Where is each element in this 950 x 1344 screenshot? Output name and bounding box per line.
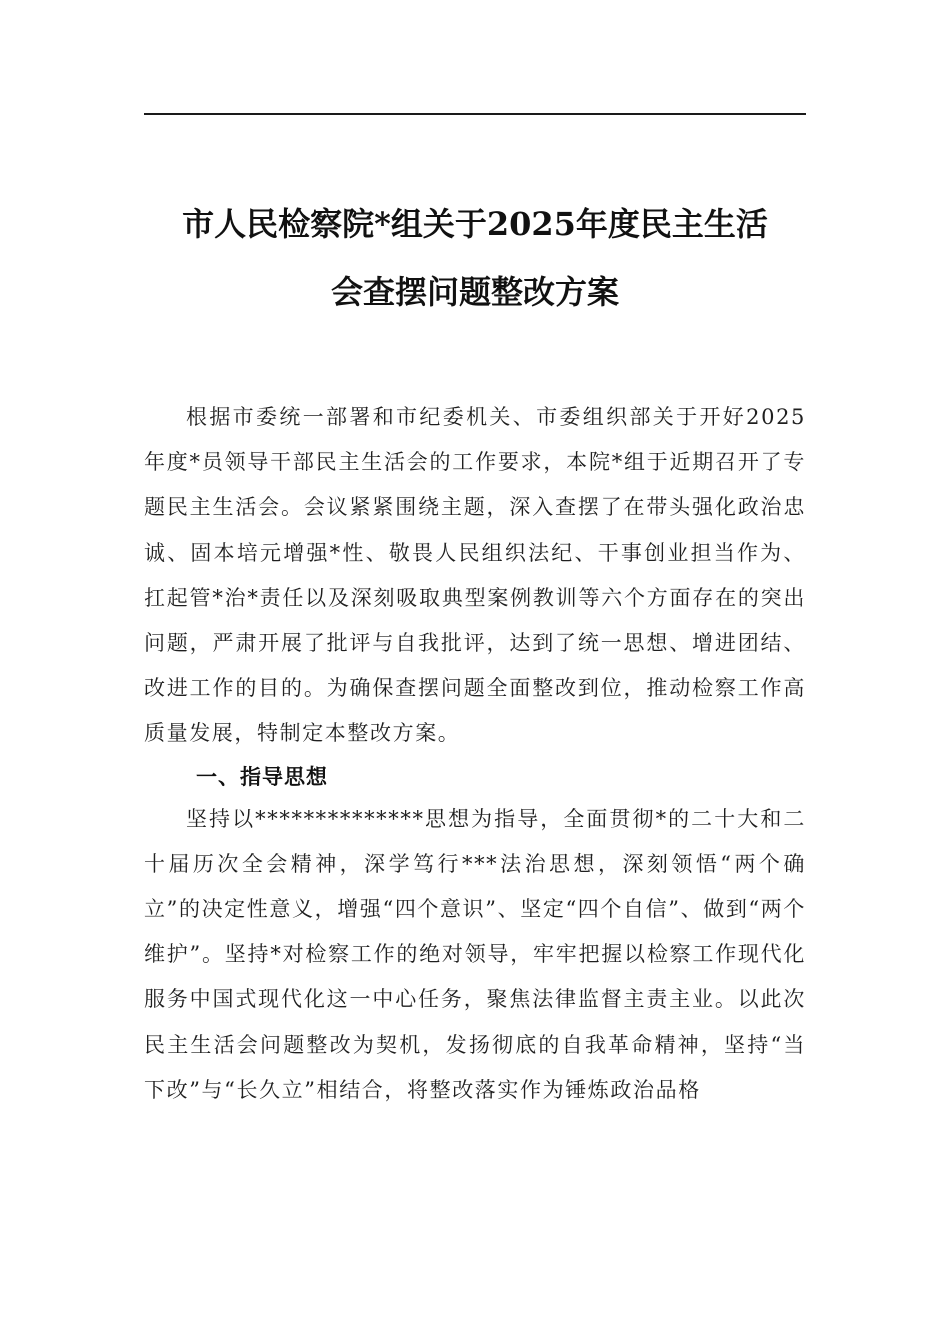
document-body xyxy=(144,395,806,1113)
intro-paragraph: 根据市委统一部署和市纪委机关、市委组织部关于开好2025年度*员领导干部民主生活会的工作要求，本院*组于近期召开了专题民主生活会。会议紧紧围绕主题，深入查摆了在带头强化政治忠诚、固本培元增强*性、敬畏人民组织法纪、干事创业担当作为、扛起管*治*责任以及深刻吸取典型案例教训等六个方面存在的突出问题，严肃开展了批评与自我批评，达到了统一思想、增进团结、改进工作的目的。为确保查摆问题全面整改到位，推动检察工作高质量发展，特制定本整改方案。 xyxy=(144,405,806,746)
section-heading-guiding-thought: 一、指导思想 xyxy=(196,764,328,789)
title-line-1: 市人民检察院*组关于2025年度民主生活 xyxy=(182,205,768,243)
header-rule xyxy=(144,113,806,115)
title-line-2: 会查摆问题整改方案 xyxy=(330,273,619,311)
document-title xyxy=(144,190,806,326)
guiding-thought-paragraph: 坚持以**************思想为指导，全面贯彻*的二十大和二十届历次全会精神，深学笃行***法治思想，深刻领悟“两个确立”的决定性意义，增强“四个意识”、坚定“四个自信”、做到“两个维护”。坚持*对检察工作的绝对领导，牢牢把握以检察工作现代化服务中国式现代化这一中心任务，聚焦法律监督主责主业。以此次民主生活会问题整改为契机，发扬彻底的自我革命精神，坚持“当下改”与“长久立”相结合，将整改落实作为锤炼政治品格 xyxy=(144,806,806,1102)
